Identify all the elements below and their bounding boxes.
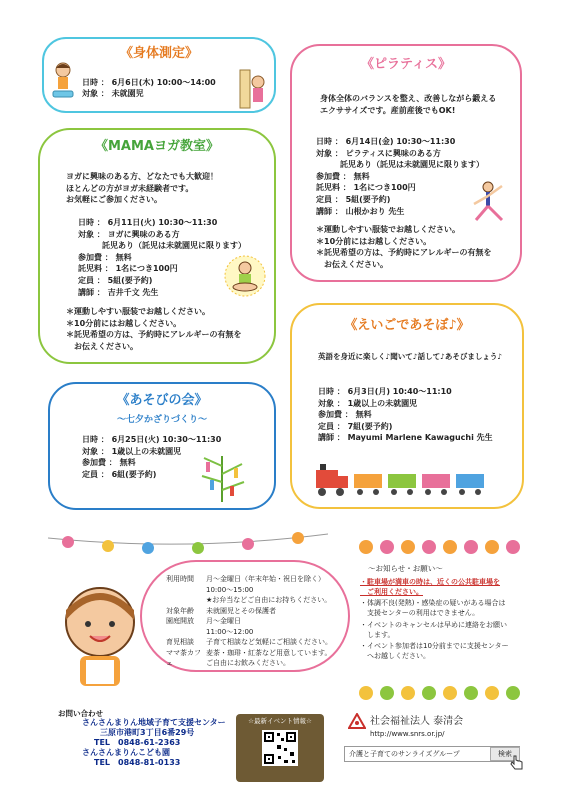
contact-lead: お問い合わせ — [58, 709, 103, 718]
pilates-details: 日時 ： 6月14日(金) 10:30〜11:30 対象 ： ピラティスに興味のある方 託児あり（託児は未就園児に限ります） 参加費 ： 無料 託児料 ： 1名につき100円 定員 ： 5組(要予約) 講師 ： 山根かおり 先生 — [316, 137, 484, 216]
mama-yoga-details: 日時 ： 6月11日(火) 10:30〜11:30 対象 ： ヨガに興味のある方 託児あり（託児は未就園児に限ります） 参加費 ： 無料 託児料 ： 1名につき100円 定員 ： 5組(要予約) 講師 ： 吉井千文 先生 — [78, 218, 246, 297]
pilates-intro: 身体全体のバランスを整え、改善しながら鍛える エクササイズです。産前産後でもOK! — [320, 94, 497, 115]
info-key: 育児相談 — [166, 638, 194, 646]
contact-block — [58, 709, 226, 768]
notice-item — [360, 620, 530, 640]
notice-item — [360, 641, 530, 661]
play-details: 日時 ： 6月25日(火) 10:30〜11:30 対象 ： 1歳以上の未就園児 参加費 ： 無料 定員 ： 6組(要予約) — [82, 435, 222, 479]
pilates-notes: ＊運動しやすい服装でお越しください。 ＊10分前にはお越しください。 ＊託児希望の方は、予約時にアレルギーの有無を お伝えください。 — [316, 225, 492, 269]
measuring-board-illustration — [238, 68, 268, 110]
animal-faces-decoration — [356, 684, 526, 702]
info-value: 子育て相談など気軽にご相談ください。 — [206, 638, 332, 646]
info-row — [166, 616, 332, 637]
info-key: 園庭開放 — [166, 617, 194, 625]
taiseikai-logo-icon — [348, 713, 366, 737]
notice-text: ・イベントのキャンセルは早めに連絡をお願い します。 — [360, 620, 507, 639]
info-row — [166, 637, 332, 648]
pilates-pose-illustration — [466, 180, 512, 224]
train-illustration — [314, 462, 490, 498]
info-value: 未就園児とその保護者 — [206, 606, 276, 615]
yoga-meditation-illustration — [224, 254, 266, 298]
info-value: 麦茶・珈琲・紅茶など用意しています。 ご自由にお飲みください。 — [206, 648, 332, 667]
notice-item — [360, 598, 530, 618]
notice-text: ・体調不良(発熱)・感染症の疑いがある場合は 支援センターの利用はできません。 — [360, 599, 506, 618]
notice-text: ・駐車場が満車の時は、近くの公共駐車場を ご利用ください。 — [360, 578, 500, 597]
play-title: 《あそびの会》 — [116, 393, 208, 408]
notice-text: ・イベント参加者は10分前までに支援センター へお越しください。 — [360, 641, 509, 660]
info-key: 利用時間 — [166, 575, 194, 583]
animal-faces-decoration — [356, 538, 526, 556]
info-key: 対象年齢 — [166, 606, 194, 615]
mama-yoga-intro: ヨガに興味のある方、どなたでも大歓迎！ ほとんどの方がヨガ未経験者です。 お気軽にご参加ください。 — [66, 172, 218, 205]
contact-address: 三原市港町3丁目6番29号 — [100, 728, 195, 738]
flower-bunting-decoration — [48, 530, 328, 558]
contact-tel-center[interactable]: TEL 0848-61-2363 — [94, 738, 181, 748]
notice-heading: 〜お知らせ・お願い〜 — [368, 564, 443, 573]
measurement-target: 対象 ： 未就園児 — [82, 89, 144, 98]
english-intro: 英語を身近に楽しく♪聞いて♪話して♪あそびましょう♪ — [318, 352, 503, 361]
scale-child-illustration — [50, 60, 76, 102]
notice-list — [360, 577, 530, 662]
girl-character-illustration — [50, 580, 150, 692]
info-row — [166, 574, 332, 606]
contact-nursery-name: さんさんまりんこども園 — [82, 748, 170, 758]
organization-name: 社会福祉法人 泰清会 — [370, 716, 464, 727]
pointer-hand-icon — [510, 754, 524, 770]
tanabata-bamboo-illustration — [196, 452, 250, 504]
info-key: ママ茶カフェ — [166, 648, 201, 667]
organization-url[interactable]: http://www.snrs.or.jp/ — [370, 730, 445, 738]
english-title: 《えいごであそぼ♪》 — [344, 318, 470, 333]
contact-tel-nursery[interactable]: TEL 0848-81-0133 — [94, 758, 181, 768]
group-search-bar[interactable]: 介護と子育てのサンライズグループ — [344, 746, 520, 762]
info-value: 月〜金曜日 11:00〜12:00 — [206, 617, 254, 636]
info-row — [166, 648, 332, 669]
mama-yoga-notes: ＊運動しやすい服装でお越しください。 ＊10分前にはお越しください。 ＊託児希望の方は、予約時にアレルギーの有無を お伝えください。 — [66, 307, 242, 351]
qr-code-icon[interactable] — [262, 730, 298, 766]
event-info-board — [236, 714, 324, 782]
info-row — [166, 606, 332, 617]
search-button[interactable]: 検索 — [490, 747, 520, 761]
notice-item — [360, 577, 530, 597]
event-info-label: ☆最新イベント情報☆ — [248, 717, 312, 725]
info-value: 月〜金曜日（年末年始・祝日を除く） 10:00〜15:00 ★お弁当などご自由にお持ちください。 — [206, 575, 332, 604]
measurement-date: 日時 ： 6月6日(木) 10:00〜14:00 — [82, 78, 216, 87]
pilates-title: 《ピラティス》 — [361, 57, 451, 72]
facility-info-table — [166, 574, 332, 669]
mama-yoga-title: 《MAMAヨガ教室》 — [95, 139, 219, 154]
measurement-title: 《身体測定》 — [119, 46, 198, 61]
contact-center-name: さんさんまりん地域子育て支援センター — [82, 718, 226, 728]
english-details: 日時 ： 6月3日(月) 10:40〜11:10 対象 ： 1歳以上の未就園児 参加費 ： 無料 定員 ： 7組(要予約) 講師 ： Mayumi Marlene Kawaguchi 先生 — [318, 387, 493, 443]
play-subtitle: 〜七夕かざりづくり〜 — [116, 415, 207, 425]
